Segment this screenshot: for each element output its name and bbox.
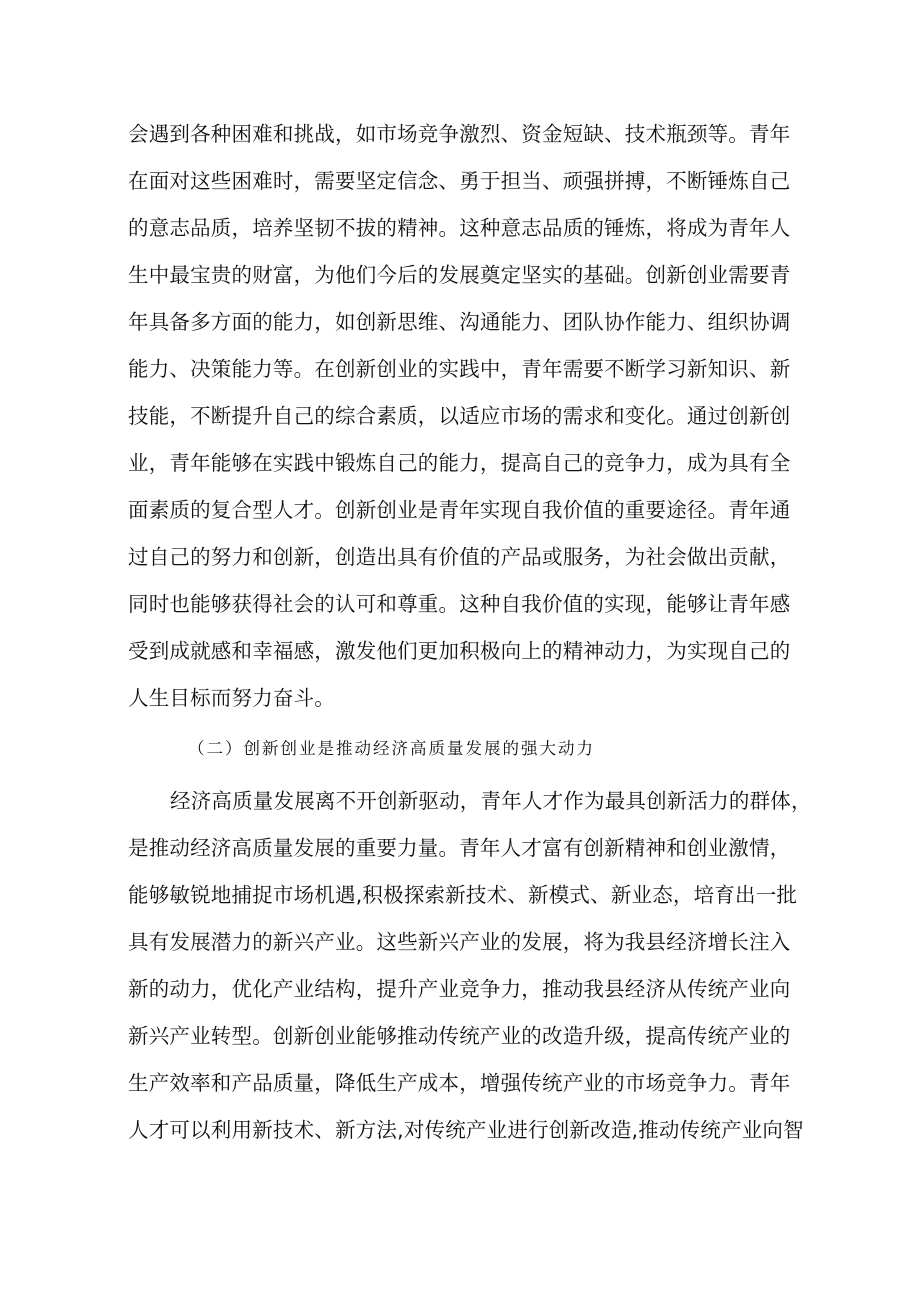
paragraph-section-one (128, 111, 804, 722)
text-line: 能力、决策能力等。在创新创业的实践中，青年需要不断学习新知识、新 (128, 357, 791, 381)
text-line: 面素质的复合型人才。创新创业是青年实现自我价值的重要途径。青年通 (128, 498, 791, 522)
text-line: 经济高质量发展离不开创新驱动，青年人才作为最具创新活力的群体， (170, 789, 812, 813)
text-line: 新的动力，优化产业结构，提升产业竞争力，推动我县经济从传统产业向 (128, 977, 791, 1001)
text-line: 同时也能够获得社会的认可和尊重。这种自我价值的实现，能够让青年感 (128, 592, 791, 616)
text-line: 人生目标而努力奋斗。 (128, 686, 335, 710)
text-line: 新兴产业转型。创新创业能够推动传统产业的改造升级，提高传统产业的 (128, 1024, 791, 1048)
document-body (128, 111, 812, 1154)
text-line: 是推动经济高质量发展的重要力量。青年人才富有创新精神和创业激情， (128, 836, 791, 860)
text-line: 具有发展潜力的新兴产业。这些新兴产业的发展，将为我县经济增长注入 (128, 930, 791, 954)
text-line: 能够敏锐地捕捉市场机遇,积极探索新技术、新模式、新业态，培育出一批 (128, 883, 798, 907)
text-line: 过自己的努力和创新，创造出具有价值的产品或服务，为社会做出贡献， (128, 545, 791, 569)
text-line: 技能，不断提升自己的综合素质，以适应市场的需求和变化。通过创新创 (128, 404, 791, 428)
text-line: 在面对这些困难时，需要坚定信念、勇于担当、顽强拼搏，不断锤炼自己 (128, 169, 791, 193)
section-subheading: （二）创新创业是推动经济高质量发展的强大动力 (188, 739, 595, 758)
text-line: 受到成就感和幸福感，激发他们更加积极向上的精神动力，为实现自己的 (128, 639, 791, 663)
text-line: 生中最宝贵的财富，为他们今后的发展奠定坚实的基础。创新创业需要青 (128, 263, 791, 287)
paragraph-section-two (128, 778, 812, 1154)
text-line: 会遇到各种困难和挑战，如市场竞争激烈、资金短缺、技术瓶颈等。青年 (128, 122, 791, 146)
text-line: 人才可以利用新技术、新方法,对传统产业进行创新改造,推动传统产业向智 (128, 1118, 804, 1142)
text-line: 年具备多方面的能力，如创新思维、沟通能力、团队协作能力、组织协调 (128, 310, 791, 334)
text-line: 生产效率和产品质量，降低生产成本，增强传统产业的市场竞争力。青年 (128, 1071, 791, 1095)
text-line: 业，青年能够在实践中锻炼自己的能力，提高自己的竞争力，成为具有全 (128, 451, 791, 475)
text-line: 的意志品质，培养坚韧不拔的精神。这种意志品质的锤炼，将成为青年人 (128, 216, 791, 240)
